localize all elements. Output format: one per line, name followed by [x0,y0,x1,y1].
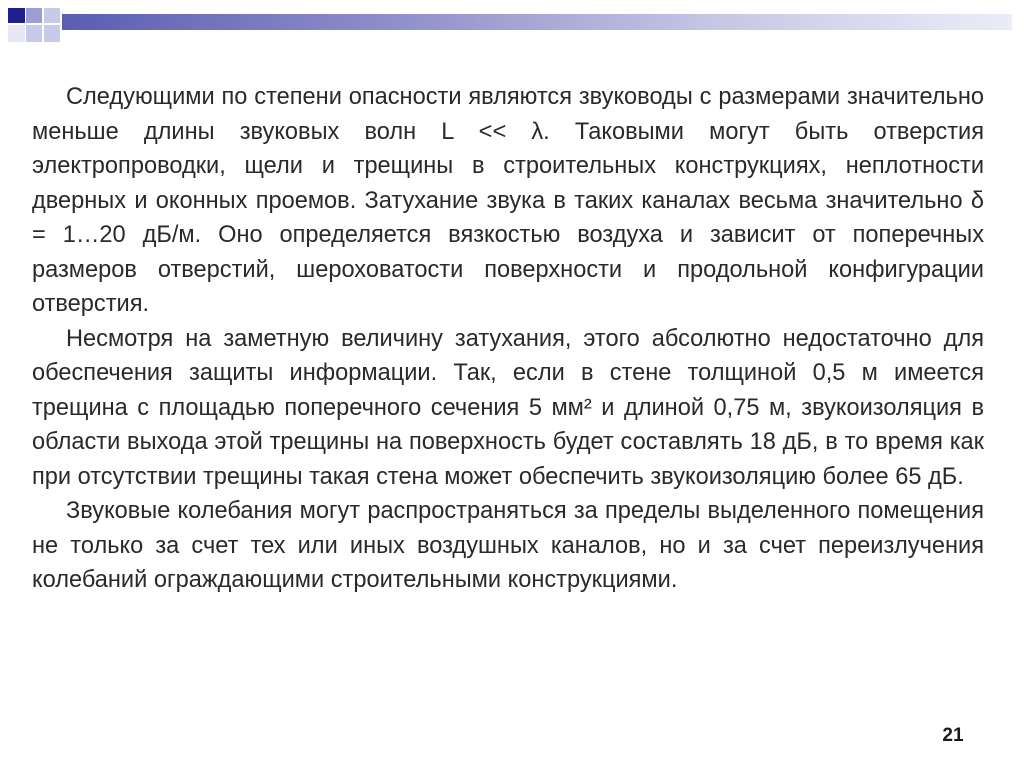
decor-square [44,25,60,42]
paragraph: Следующими по степени опасности являются звуководы с размерами значительно меньше длины звуковых волн L << λ. Таковыми могут быть отверстия электропроводки, щели и трещины в строительных конструкциях, неплотности дверных и оконных проемов. Затухание звука в таких каналах весьма значительно δ = 1…20 дБ/м. Оно определяется вязкостью воздуха и зависит от поперечных размеров отверстий, шероховатости поверхности и продольной конфигурации отверстия. [32,84,984,317]
paragraph: Несмотря на заметную величину затухания, этого абсолютно недостаточно для обеспечения защиты информации. Так, если в стене толщиной 0,5 м имеется трещина с площадью поперечного сечения 5 мм² и длиной 0,75 м, звукоизоляция в области выхода этой трещины на поверхность будет составлять 18 дБ, в то время как при отсутствии трещины такая стена может обеспечить звукоизоляцию более 65 дБ. [32,325,984,490]
slide-body-text [32,80,984,598]
paragraph: Звуковые колебания могут распространяться за пределы выделенного помещения не только за счет тех или иных воздушных каналов, но и за счет переизлучения колебаний ограждающими строительными конструкциями. [32,498,984,593]
decor-square [8,8,25,23]
decor-square [26,25,42,42]
decor-square [8,25,25,42]
decor-square [44,8,60,23]
header-gradient-bar [62,14,1012,30]
page-number: 21 [942,725,964,746]
decor-square [26,8,42,23]
